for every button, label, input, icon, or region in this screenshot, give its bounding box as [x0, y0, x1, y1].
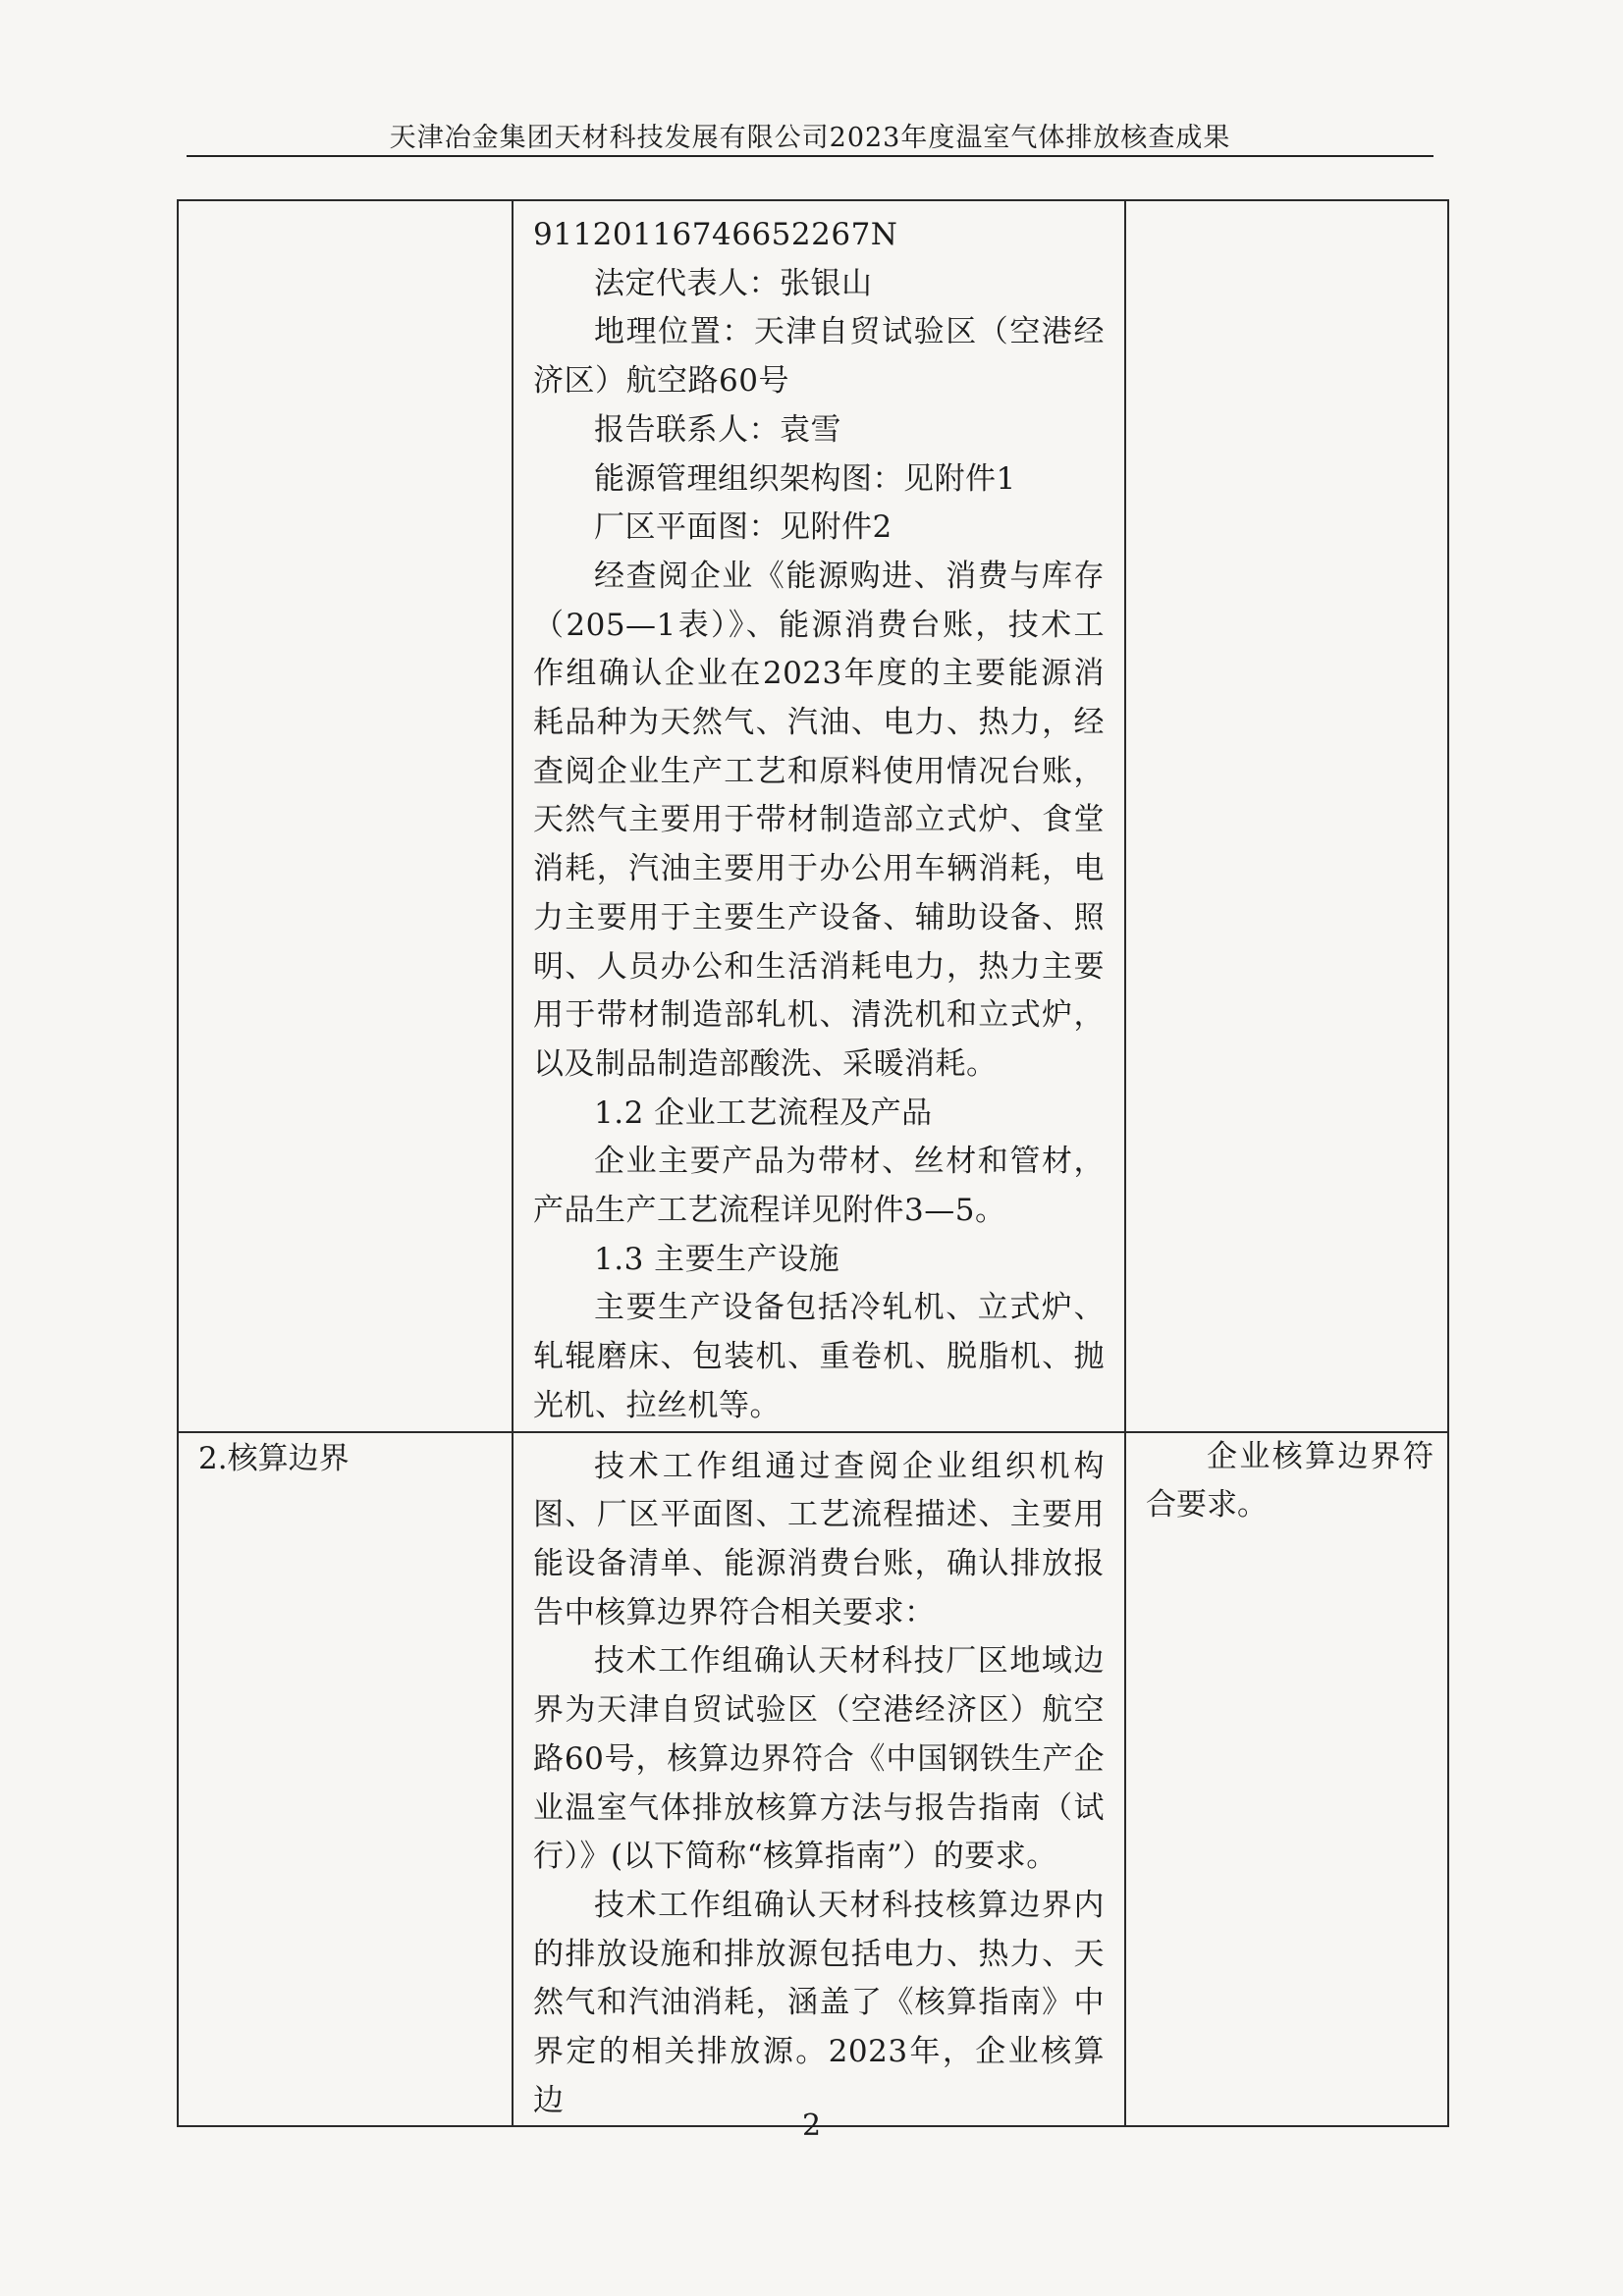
credit-code: 91120116746652267N — [533, 217, 898, 252]
legal-representative: 法定代表人：张银山 — [594, 265, 873, 301]
facilities-paragraph: 主要生产设备包括冷轧机、立式炉、轧辊磨床、包装机、重卷机、脱脂机、抛光机、拉丝机等。 — [533, 1290, 1105, 1423]
table-row — [178, 200, 1448, 1432]
conclusion-cell-boundary — [1125, 1432, 1448, 2127]
section-heading-facilities: 1.3 主要生产设施 — [594, 1241, 840, 1277]
item-label: 2.核算边界 — [198, 1440, 350, 1476]
table-row — [178, 1432, 1448, 2127]
plant-layout: 厂区平面图：见附件2 — [594, 509, 893, 546]
report-contact: 报告联系人：袁雪 — [594, 411, 841, 448]
item-cell-empty — [178, 200, 513, 1432]
page-number: 2 — [801, 2109, 822, 2143]
location: 地理位置：天津自贸试验区（空港经济区）航空路60号 — [533, 314, 1105, 400]
energy-consumption-paragraph: 经查阅企业《能源购进、消费与库存（205—1表）》、能源消费台账，技术工作组确认企业在2023年度的主要能源消耗品种为天然气、汽油、电力、热力，经查阅企业生产工艺和原料使用情况台账，天然气主要用于带材制造部立式炉、食堂消耗，汽油主要用于办公用车辆消耗，电力主要用于主要生产设备、辅助设备、照明、人员办公和生活消耗电力，热力主要用于带材制造部轧机、清洗机和立式炉，以及制品制造部酸洗、采暖消耗。 — [533, 558, 1105, 1082]
section-heading-process: 1.2 企业工艺流程及产品 — [594, 1095, 933, 1131]
header-divider — [187, 155, 1434, 157]
verification-table — [177, 199, 1449, 2127]
page-header-title: 天津冶金集团天材科技发展有限公司2023年度温室气体排放核查成果 — [389, 123, 1231, 153]
content-cell-boundary — [513, 1432, 1125, 2127]
energy-org-chart: 能源管理组织架构图：见附件1 — [594, 460, 1016, 497]
content-cell-basic-info — [513, 200, 1125, 1432]
boundary-paragraph-3: 技术工作组确认天材科技核算边界内的排放设施和排放源包括电力、热力、天然气和汽油消耗，涵盖了《核算指南》中界定的相关排放源。2023年，企业核算边 — [533, 1887, 1105, 2118]
item-cell-boundary — [178, 1432, 513, 2127]
boundary-conclusion: 企业核算边界符合要求。 — [1146, 1438, 1434, 1523]
products-paragraph: 企业主要产品为带材、丝材和管材，产品生产工艺流程详见附件3—5。 — [533, 1144, 1105, 1229]
boundary-paragraph-1: 技术工作组通过查阅企业组织机构图、厂区平面图、工艺流程描述、主要用能设备清单、能源消费台账，确认排放报告中核算边界符合相关要求： — [533, 1448, 1105, 1630]
conclusion-cell-empty — [1125, 200, 1448, 1432]
boundary-paragraph-2: 技术工作组确认天材科技厂区地域边界为天津自贸试验区（空港经济区）航空路60号，核算边界符合《中国钢铁生产企业温室气体排放核算方法与报告指南（试行）》(以下简称“核算指南”）的要求。 — [533, 1643, 1105, 1875]
